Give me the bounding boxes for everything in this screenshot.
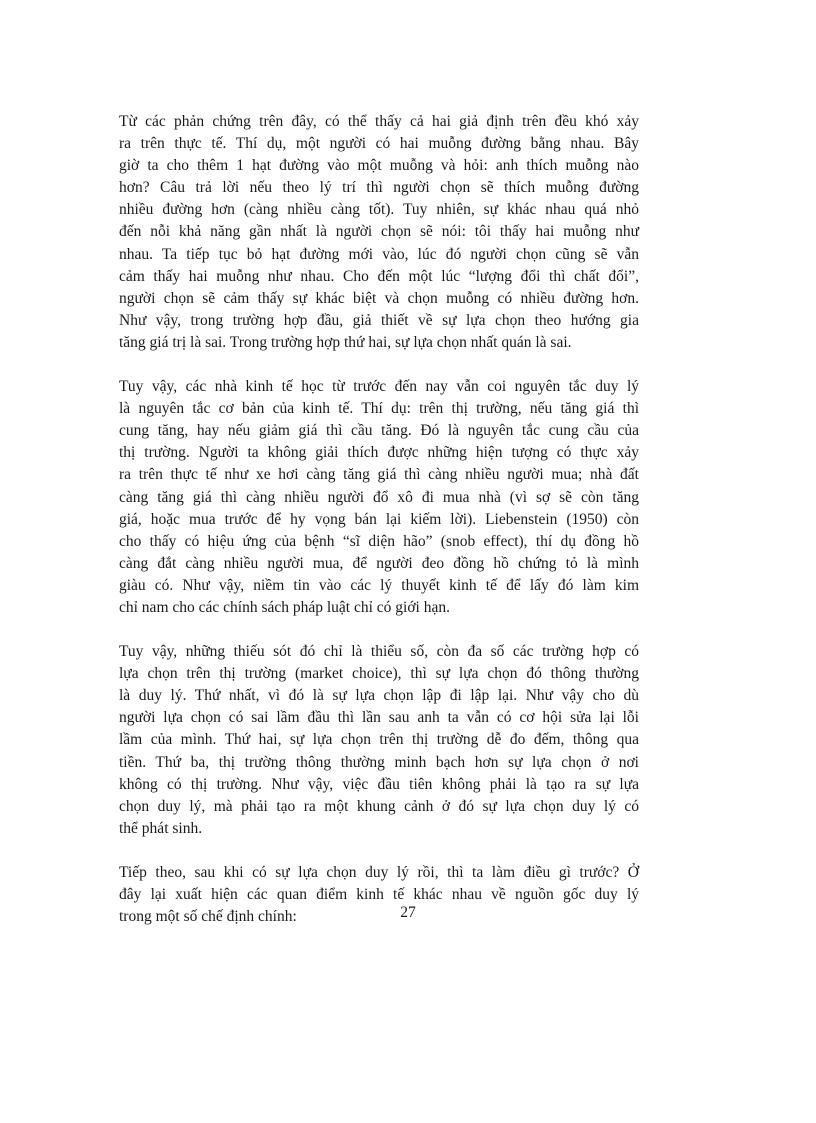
text-line: lầm của mình. Thứ hai, sự lựa chọn trên thị trường dễ đo đếm, thông qua bbox=[119, 731, 639, 749]
text-line: nhau. Ta tiếp tục bỏ hạt đường mới vào, lúc đó người chọn cũng sẽ vẫn bbox=[119, 245, 639, 263]
text-line: thị trường. Người ta không giải thích được những hiện tượng có thực xảy bbox=[119, 444, 639, 462]
text-line: người chọn sẽ cảm thấy sự khác biệt và chọn muỗng có nhiều đường hơn. bbox=[119, 289, 639, 307]
text-line: người lựa chọn có sai lầm đầu thì lần sau anh ta vẫn có cơ hội sửa lại lỗi bbox=[119, 709, 639, 727]
text-line: cho thấy có hiệu ứng của bệnh “sĩ diện hão” (snob effect), thí dụ đồng hồ bbox=[119, 532, 639, 550]
text-line: giá, hoặc mua trước để hy vọng bán lại kiếm lời). Liebenstein (1950) còn bbox=[119, 510, 639, 528]
text-line: lựa chọn trên thị trường (market choice), thì sự lựa chọn đó thông thường bbox=[119, 665, 639, 683]
text-line: Tuy vậy, các nhà kinh tế học từ trước đến nay vẫn coi nguyên tắc duy lý bbox=[119, 378, 639, 396]
text-line: cung tăng, hay nếu giảm giá thì cầu tăng. Đó là nguyên tắc cung cầu của bbox=[119, 422, 639, 440]
text-line: là nguyên tắc cơ bản của kinh tế. Thí dụ: trên thị trường, nếu tăng giá thì bbox=[119, 400, 639, 418]
text-line: càng đắt càng nhiều người mua, để người đeo đồng hồ chứng tỏ là mình bbox=[119, 554, 639, 572]
text-line: Từ các phản chứng trên đây, có thể thấy cả hai giả định trên đều khó xảy bbox=[119, 113, 639, 130]
text-line: ra trên thực tế như xe hơi càng tăng giá thì càng nhiều người mua; nhà đất bbox=[119, 466, 639, 484]
text-line: càng tăng giá thì càng nhiều người đổ xô đi mua nhà (vì sợ sẽ còn tăng bbox=[119, 488, 639, 506]
text-line: là duy lý. Thứ nhất, vì đó là sự lựa chọn lập đi lập lại. Như vậy cho dù bbox=[119, 687, 639, 705]
paragraph bbox=[119, 376, 639, 619]
text-line: chỉ nam cho các chính sách pháp luật chỉ có giới hạn. bbox=[119, 598, 450, 616]
text-line: hơn? Câu trả lời nếu theo lý trí thì người chọn sẽ thích muỗng đường bbox=[119, 179, 639, 197]
text-line: Tiếp theo, sau khi có sự lựa chọn duy lý rồi, thì ta làm điều gì trước? Ở bbox=[119, 863, 639, 881]
document-body bbox=[119, 111, 639, 950]
paragraph bbox=[119, 111, 639, 354]
text-line: đây lại xuất hiện các quan điểm kinh tế khác nhau về nguồn gốc duy lý bbox=[119, 886, 639, 903]
text-line: trong một số chế định chính: bbox=[119, 908, 297, 926]
text-line: giàu có. Như vậy, niềm tin vào các lý thuyết kinh tế để lấy đó làm kim bbox=[119, 576, 639, 594]
text-line: ra trên thực tế. Thí dụ, một người có hai muỗng đường bằng nhau. Bây bbox=[119, 135, 639, 153]
text-line: Tuy vậy, những thiếu sót đó chỉ là thiểu số, còn đa số các trường hợp có bbox=[119, 643, 639, 661]
text-line: tiền. Thứ ba, thị trường thông thường minh bạch hơn sự lựa chọn ở nơi bbox=[119, 753, 639, 771]
text-line: nhiều đường hơn (càng nhiều càng tốt). Tuy nhiên, sự khác nhau quá nhỏ bbox=[119, 201, 639, 219]
page-number: 27 bbox=[400, 904, 416, 921]
text-line: không có thị trường. Như vậy, việc đầu tiên không phải là tạo ra sự lựa bbox=[119, 775, 639, 793]
text-line: chọn duy lý, mà phải tạo ra một khung cảnh ở đó sự lựa chọn duy lý có bbox=[119, 797, 639, 815]
paragraph bbox=[119, 641, 639, 840]
text-line: giờ ta cho thêm 1 hạt đường vào một muỗng và hỏi: anh thích muỗng nào bbox=[119, 157, 639, 175]
text-line: đến nỗi khả năng gần nhất là người chọn sẽ nói: tôi thấy hai muỗng như bbox=[119, 223, 639, 241]
text-line: cảm thấy hai muỗng như nhau. Cho đến một lúc “lượng đổi thì chất đổi”, bbox=[119, 267, 639, 285]
text-line: tăng giá trị là sai. Trong trường hợp thứ hai, sự lựa chọn nhất quán là sai. bbox=[119, 333, 572, 351]
text-line: Như vậy, trong trường hợp đầu, giả thiết về sự lựa chọn theo hướng gia bbox=[119, 311, 639, 329]
text-line: thể phát sinh. bbox=[119, 819, 203, 837]
